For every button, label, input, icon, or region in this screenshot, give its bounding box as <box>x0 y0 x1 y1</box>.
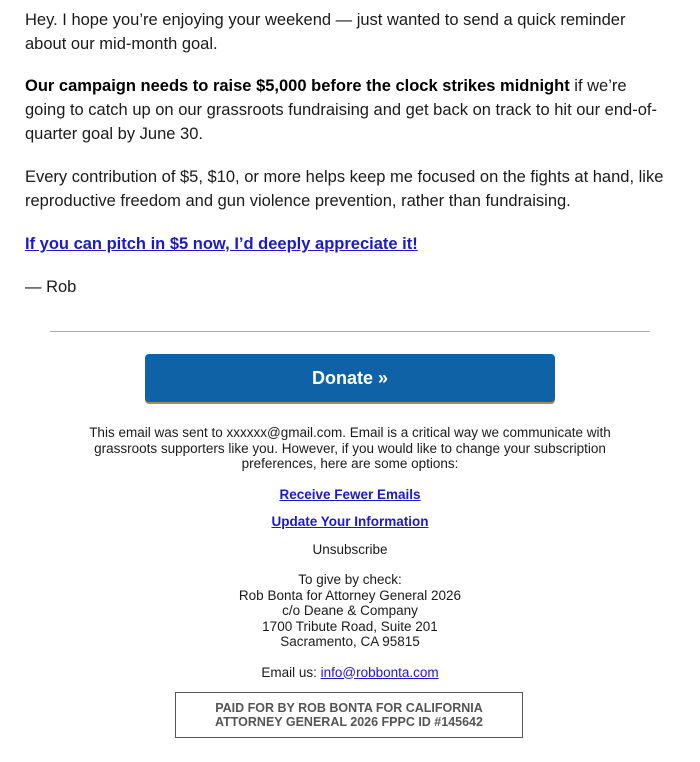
pitch-in-link[interactable]: If you can pitch in $5 now, I’d deeply appreciate it! <box>25 235 418 253</box>
paid-for-disclaimer: PAID FOR BY ROB BONTA FOR CALIFORNIA ATTORNEY GENERAL 2026 FPPC ID #145642 <box>175 692 523 738</box>
check-city: Sacramento, CA 95815 <box>280 634 420 649</box>
subscription-notice: This email was sent to xxxxxx@gmail.com. Email is a critical way we communicate with grassroots supporters like you. However, if you would like to change your subscription preferences, here are some options: <box>89 425 611 471</box>
divider <box>50 331 650 332</box>
signature: — Rob <box>25 278 77 296</box>
goal-rest-text: if we’re going to catch up on our grassroots fundraising and get back on track to hit our end-of-quarter goal by June 30. <box>25 77 657 143</box>
unsubscribe-link[interactable]: Unsubscribe <box>312 541 388 557</box>
email-us-label: Email us: <box>261 664 321 680</box>
update-information-link[interactable]: Update Your Information <box>271 514 429 529</box>
email-body <box>25 8 665 318</box>
email-footer <box>50 425 650 680</box>
check-street: 1700 Tribute Road, Suite 201 <box>262 618 438 634</box>
cta-paragraph <box>25 232 665 256</box>
goal-paragraph <box>25 74 665 146</box>
check-address-block <box>50 572 650 650</box>
email-address-link[interactable]: info@robbonta.com <box>320 664 439 680</box>
check-payee: Rob Bonta for Attorney General 2026 <box>238 587 462 603</box>
donate-button[interactable]: Donate » <box>145 354 555 402</box>
contribution-paragraph: Every contribution of $5, $10, or more helps keep me focused on the fights at hand, like reproductive freedom and gun violence prevention, rather than fundraising. <box>25 168 664 210</box>
email-us-row <box>50 665 650 681</box>
greeting-paragraph: Hey. I hope you’re enjoying your weekend — just wanted to send a quick reminder about our mid-month goal. <box>25 11 626 53</box>
receive-fewer-row <box>50 487 650 503</box>
update-info-row <box>50 514 650 530</box>
goal-bold-text: Our campaign needs to raise $5,000 before the clock strikes midnight <box>25 77 570 95</box>
check-intro: To give by check: <box>298 572 402 587</box>
receive-fewer-emails-link[interactable]: Receive Fewer Emails <box>279 486 421 502</box>
check-care-of: c/o Deane & Company <box>282 603 418 618</box>
